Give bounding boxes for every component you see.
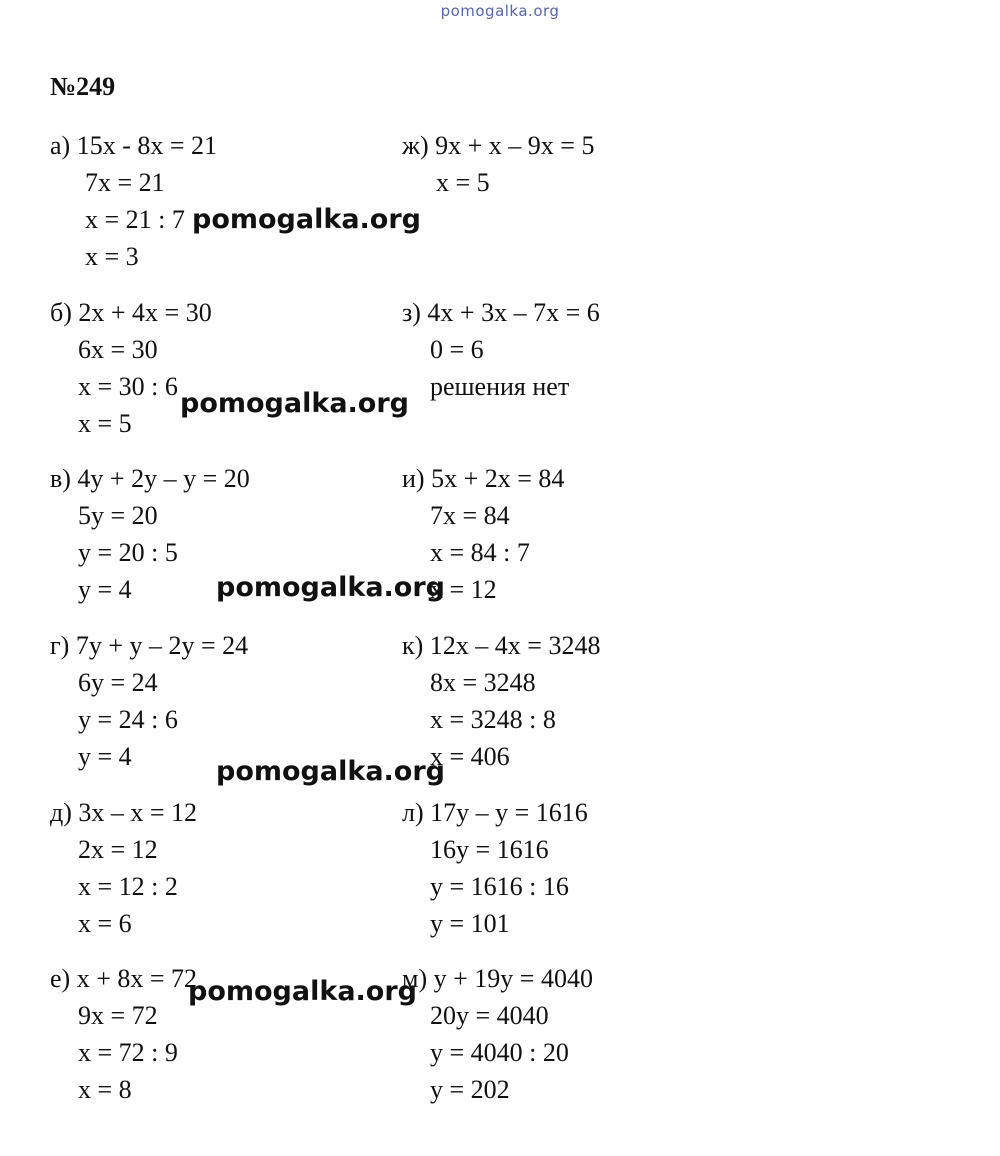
solution-step: x = 21 : 7 bbox=[85, 205, 185, 234]
equation: д) 3x – x = 12 bbox=[50, 798, 198, 827]
problem-a bbox=[50, 127, 217, 275]
solution-answer: y = 4 bbox=[78, 742, 132, 771]
problem-m bbox=[402, 960, 593, 1108]
site-header-watermark: pomogalka.org bbox=[440, 2, 560, 20]
solution-step: 0 = 6 bbox=[430, 335, 484, 364]
solution-step: y = 24 : 6 bbox=[78, 705, 178, 734]
solution-step: 16y = 1616 bbox=[430, 835, 549, 864]
watermark: pomogalka.org bbox=[216, 572, 445, 603]
equation: а) 15x - 8x = 21 bbox=[50, 131, 218, 160]
solution-answer: x = 6 bbox=[78, 909, 132, 938]
problem-b bbox=[50, 294, 212, 442]
problem-k bbox=[402, 627, 600, 775]
solution-answer: x = 3 bbox=[85, 242, 139, 271]
equation: л) 17y – y = 1616 bbox=[402, 798, 588, 827]
solution-step: 20y = 4040 bbox=[430, 1001, 549, 1030]
solution-step: x = 3248 : 8 bbox=[430, 705, 556, 734]
solution-step: 8x = 3248 bbox=[430, 668, 536, 697]
solution-step: x = 30 : 6 bbox=[78, 372, 178, 401]
watermark: pomogalka.org bbox=[192, 204, 421, 235]
solution-answer: x = 5 bbox=[436, 168, 490, 197]
solution-step: y = 20 : 5 bbox=[78, 538, 178, 567]
solution-step: 6y = 24 bbox=[78, 668, 158, 697]
equation: б) 2x + 4x = 30 bbox=[50, 298, 212, 327]
solution-step: 2x = 12 bbox=[78, 835, 158, 864]
equation: з) 4x + 3x – 7x = 6 bbox=[402, 298, 600, 327]
solution-step: y = 1616 : 16 bbox=[430, 872, 569, 901]
problem-l bbox=[402, 794, 588, 942]
equation: к) 12x – 4x = 3248 bbox=[402, 631, 601, 660]
equation: в) 4y + 2y – y = 20 bbox=[50, 464, 250, 493]
equation: е) x + 8x = 72 bbox=[50, 964, 198, 993]
equation: и) 5x + 2x = 84 bbox=[402, 464, 565, 493]
solution-answer: x = 406 bbox=[430, 742, 510, 771]
solution-step: x = 72 : 9 bbox=[78, 1038, 178, 1067]
problem-e bbox=[50, 960, 197, 1108]
solution-answer: решения нет bbox=[430, 372, 570, 401]
watermark: pomogalka.org bbox=[216, 756, 445, 787]
solution-answer: x = 12 bbox=[430, 575, 497, 604]
task-number: №249 bbox=[50, 72, 116, 101]
problem-zh bbox=[402, 127, 594, 201]
problem-d bbox=[50, 794, 197, 942]
solution-step: x = 84 : 7 bbox=[430, 538, 530, 567]
solution-step: x = 12 : 2 bbox=[78, 872, 178, 901]
equation: ж) 9x + x – 9x = 5 bbox=[402, 131, 595, 160]
problem-g bbox=[50, 627, 248, 775]
watermark: pomogalka.org bbox=[188, 976, 417, 1007]
solution-answer: x = 8 bbox=[78, 1075, 132, 1104]
solution-answer: y = 101 bbox=[430, 909, 510, 938]
watermark: pomogalka.org bbox=[180, 388, 409, 419]
solution-step: 7x = 21 bbox=[85, 168, 165, 197]
solution-step: 6x = 30 bbox=[78, 335, 158, 364]
solution-answer: y = 202 bbox=[430, 1075, 510, 1104]
solution-step: 9x = 72 bbox=[78, 1001, 158, 1030]
problem-z bbox=[402, 294, 600, 405]
solution-answer: y = 4 bbox=[78, 575, 132, 604]
solution-answer: x = 5 bbox=[78, 409, 132, 438]
solution-step: y = 4040 : 20 bbox=[430, 1038, 569, 1067]
solution-step: 5y = 20 bbox=[78, 501, 158, 530]
equation: м) y + 19y = 4040 bbox=[402, 964, 593, 993]
equation: г) 7y + y – 2y = 24 bbox=[50, 631, 249, 660]
solution-step: 7x = 84 bbox=[430, 501, 510, 530]
